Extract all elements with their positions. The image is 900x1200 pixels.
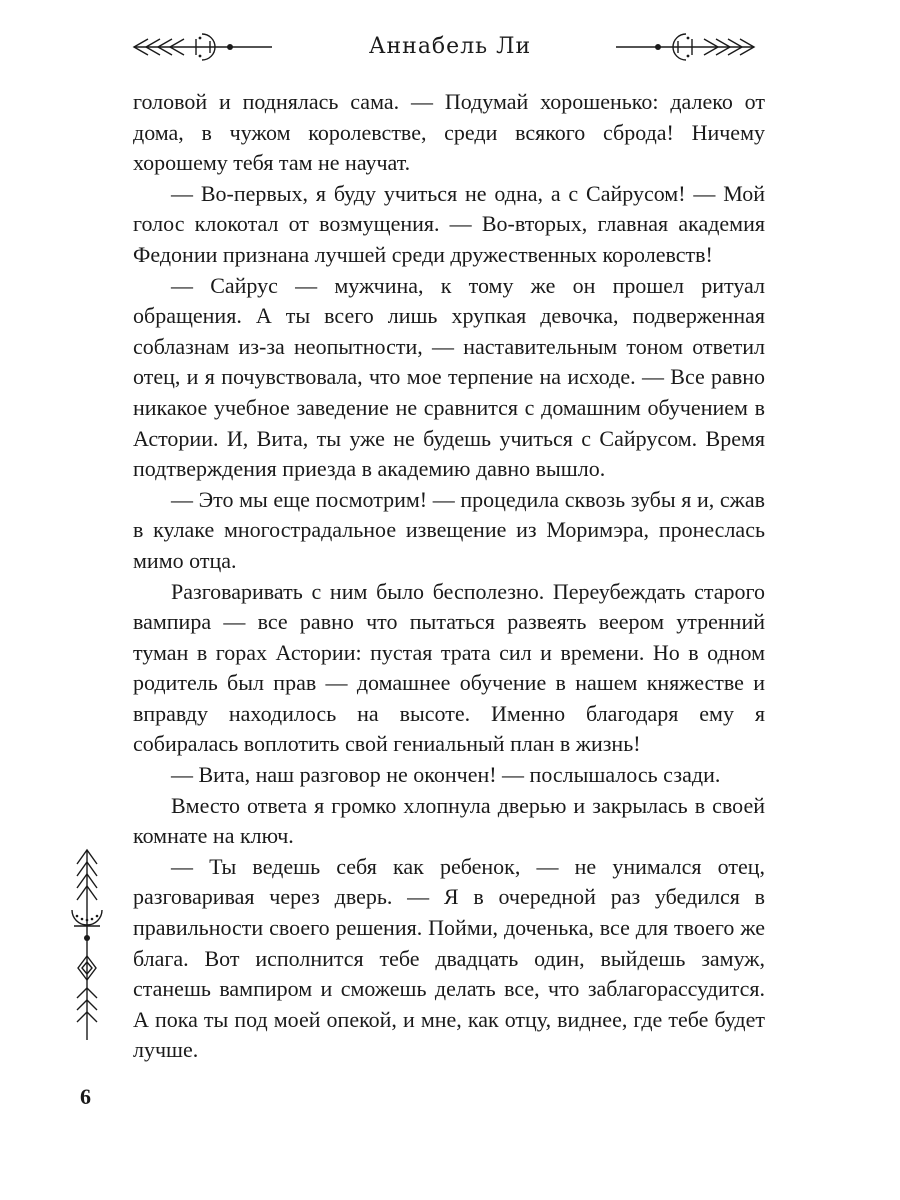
paragraph: — Сайрус — мужчина, к тому же он прошел ритуал обращения. А ты всего лишь хрупкая девочка, подверженная соблазнам из-за неопытности, — наставительным тоном ответил отец, и я почувствовала, что мое терпение на исходе. — Все равно никакое учебное заведение не сравнится с домашним обучением в Астории. И, Вита, ты уже не будешь учиться с Сайрусом. Время подтверждения приезда в академию давно вышло. [133, 272, 765, 482]
running-head-author: Аннабель Ли [368, 34, 532, 59]
right-arrow-ornament-icon [613, 30, 758, 64]
page-number: 6 [80, 1084, 91, 1109]
paragraph: головой и поднялась сама. — Подумай хорошенько: далеко от дома, в чужом королевстве, среди всякого сброда! Ничему хорошему тебя там не научат. [133, 89, 765, 176]
paragraph: — Ты ведешь себя как ребенок, — не унимался отец, разговаривая через дверь. — Я в очередной раз убедился в правильности своего решения. Пойми, доченька, все для твоего же блага. Вот исполнится тебе двадцать один, выйдешь замуж, станешь вампиром и сможешь делать все, что заблагорассудится. А пока ты под моей опекой, и мне, как отцу, виднее, где тебе будет лучше. [133, 853, 765, 1063]
paragraph: Разговаривать с ним было бесполезно. Переубеждать старого вампира — все равно что пытаться развеять веером утренний туман в горах Астории: пустая трата сил и времени. Но в одном родитель был прав — домашнее обучение в нашем княжестве и вправду находилось на высоте. Именно благодаря ему я собиралась воплотить свой гениальный план в жизнь! [133, 578, 765, 757]
side-arrow-ornament-icon [62, 848, 112, 1043]
paragraph: — Вита, наш разговор не окончен! — послышалось сзади. [171, 762, 721, 788]
body-text [133, 87, 765, 1066]
paragraph: — Это мы еще посмотрим! — процедила сквозь зубы я и, сжав в кулаке многострадальное извещение из Моримэра, пронеслась мимо отца. [133, 486, 765, 573]
paragraph: Вместо ответа я громко хлопнула дверью и закрылась в своей комнате на ключ. [133, 792, 765, 849]
paragraph: — Во-первых, я буду учиться не одна, а с Сайрусом! — Мой голос клокотал от возмущения. — Во-вторых, главная академия Федонии признана лучшей среди дружественных королевств! [133, 180, 765, 267]
